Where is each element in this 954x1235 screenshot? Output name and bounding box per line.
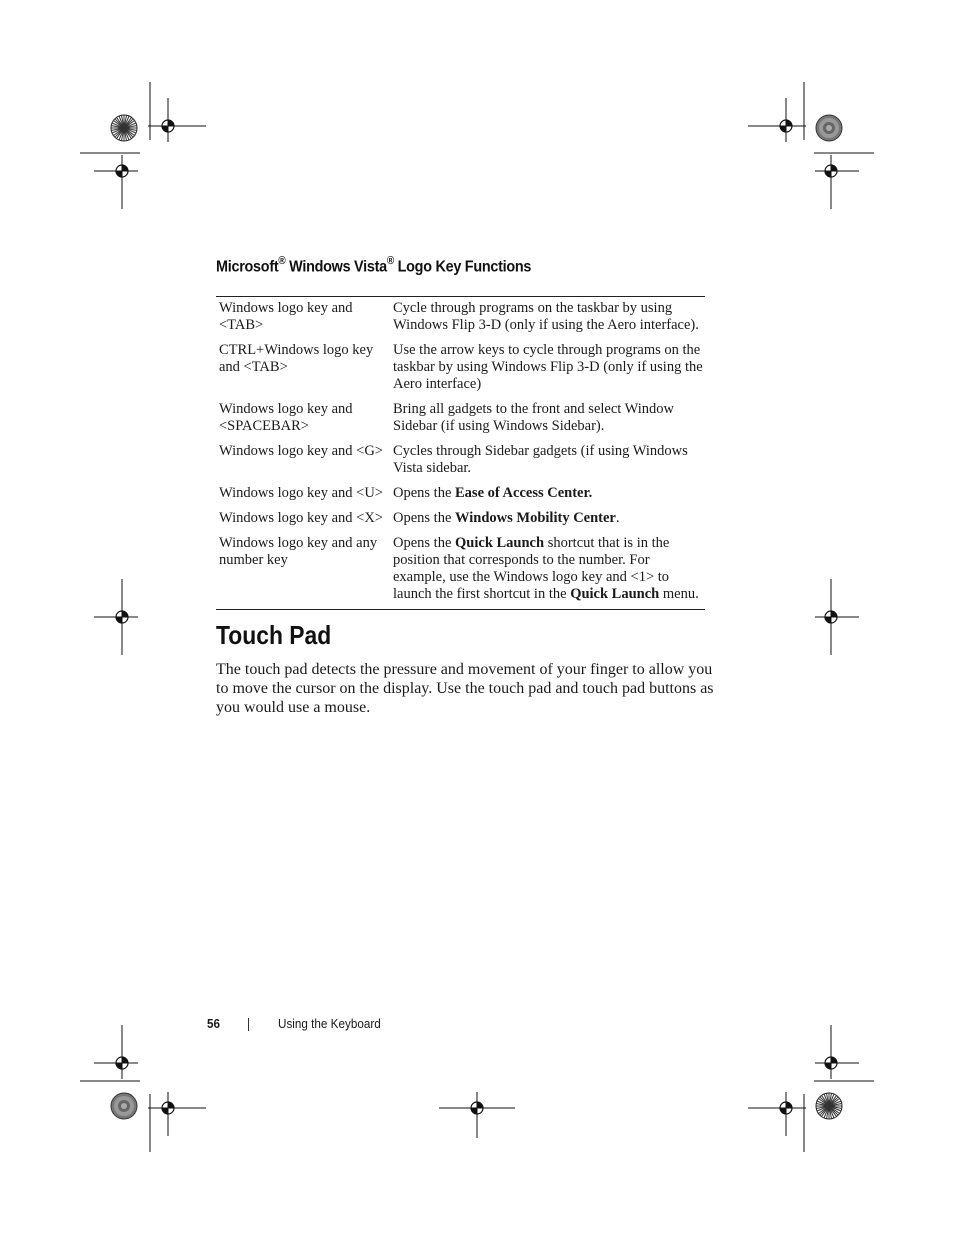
description-text: Opens the: [393, 510, 456, 526]
key-combination-cell: Windows logo key and <X>: [219, 510, 383, 526]
function-description-cell: [393, 510, 705, 535]
key-combination-cell: Windows logo key and any number key: [219, 535, 378, 568]
table-row: [216, 485, 705, 510]
description-text: Opens the: [393, 535, 456, 551]
table-row: [216, 443, 705, 485]
page-title: Touch Pad: [216, 620, 332, 650]
touchpad-description: The touch pad detects the pressure and movement of your finger to allow you to move the cursor on the display. Use the touch pad and touch pad buttons as you would use a mouse.: [216, 661, 714, 716]
heading-part-microsoft: Microsoft: [216, 258, 279, 276]
function-description-cell: [393, 297, 705, 343]
description-text: Cycles through Sidebar gadgets (if using Windows Vista sidebar.: [393, 443, 688, 476]
footer-separator: [248, 1018, 249, 1031]
table-row: [216, 510, 705, 535]
description-text: Bring all gadgets to the front and select Window Sidebar (if using Windows Sidebar).: [393, 401, 675, 434]
table-row: [216, 401, 705, 443]
description-text: Opens the: [393, 485, 456, 501]
description-text: .: [615, 510, 620, 526]
registered-mark: ®: [386, 255, 394, 267]
registered-mark: ®: [278, 255, 286, 267]
description-text: menu.: [659, 586, 699, 602]
description-text: Cycle through programs on the taskbar by using Windows Flip 3-D (only if using the Aero interface).: [393, 300, 699, 333]
key-combination-cell: Windows logo key and <SPACEBAR>: [219, 401, 353, 434]
heading-part-windows-vista: Windows Vista: [285, 258, 387, 276]
function-description-cell: [393, 342, 705, 401]
table-row: [216, 297, 705, 343]
logo-key-functions-table: [216, 296, 705, 610]
description-text: Use the arrow keys to cycle through programs on the taskbar by using Windows Flip 3-D (only if using the Aero interface): [393, 342, 703, 392]
section-heading: [216, 256, 531, 276]
heading-part-logo-key-functions: Logo Key Functions: [393, 258, 532, 276]
bold-term: Quick Launch: [455, 535, 545, 551]
key-combination-cell: CTRL+Windows logo key and <TAB>: [219, 342, 374, 375]
table-row: [216, 535, 705, 610]
function-description-cell: [393, 443, 705, 485]
key-combination-cell: Windows logo key and <U>: [219, 485, 383, 501]
function-description-cell: [393, 535, 705, 610]
description-text: shortcut that is in the position that corresponds to the number. For example, use the Windows logo key and <1> to launch the first shortcut in the: [393, 535, 670, 602]
function-description-cell: [393, 401, 705, 443]
page-number: 56: [207, 1016, 221, 1031]
table-row: [216, 342, 705, 401]
bold-term: Windows Mobility Center: [455, 510, 616, 526]
footer-chapter-title: Using the Keyboard: [278, 1016, 381, 1031]
bold-term: Ease of Access Center.: [455, 485, 593, 501]
key-combination-cell: Windows logo key and <TAB>: [219, 300, 353, 333]
key-combination-cell: Windows logo key and <G>: [219, 443, 383, 459]
bold-term: Quick Launch: [570, 586, 660, 602]
table-body: [216, 297, 705, 610]
function-description-cell: [393, 485, 705, 510]
